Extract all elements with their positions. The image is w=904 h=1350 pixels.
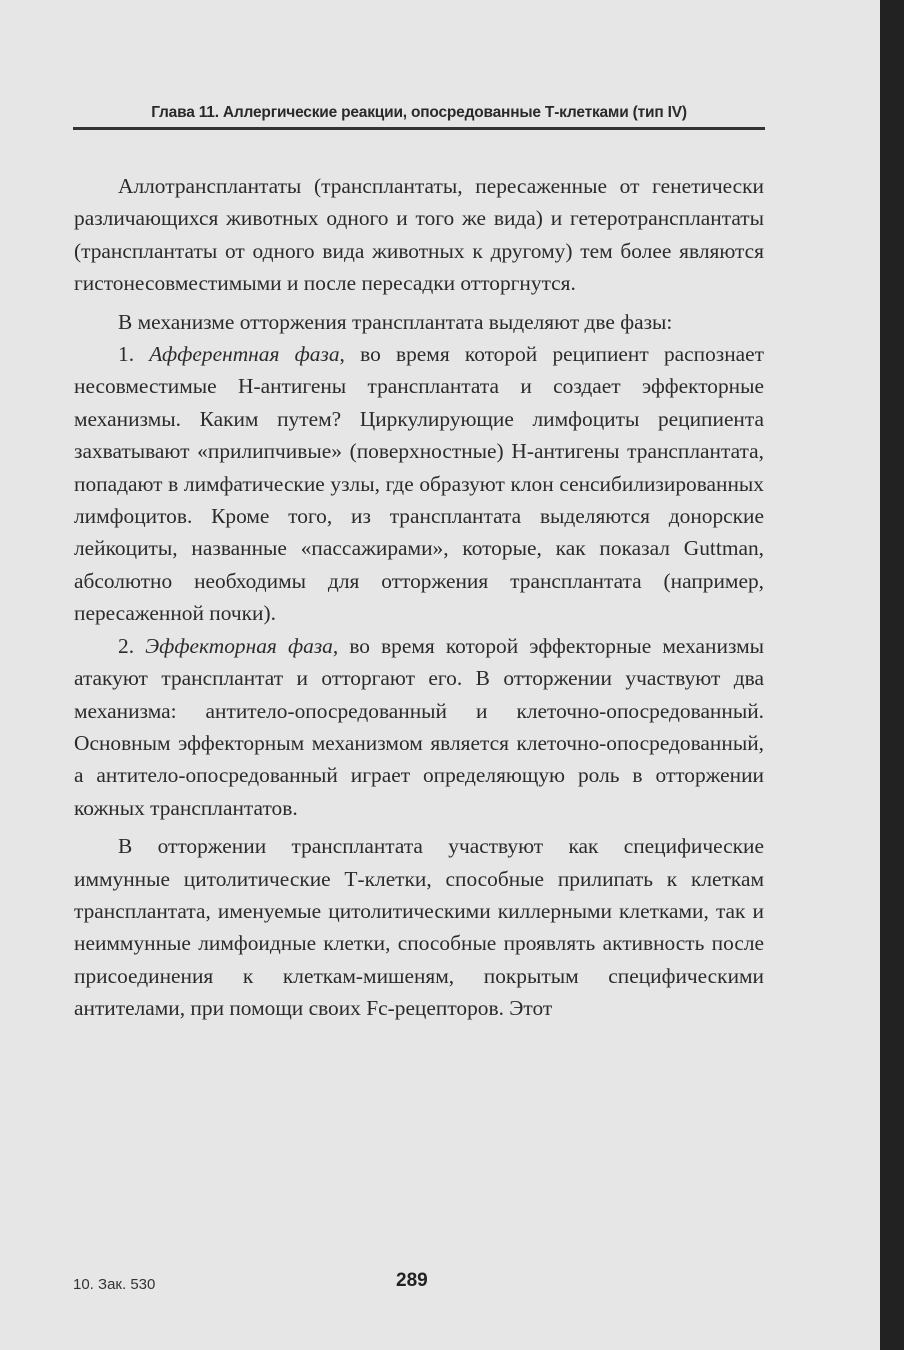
- term-afferent-phase: Афферентная фаза: [149, 342, 340, 367]
- paragraph-effector-phase: [74, 630, 764, 824]
- paragraph-1: Аллотрансплантаты (трансплантаты, пересаженные от генетически различающихся животных одного и того же вида) и гетеротрансплантаты (трансплантаты от одного вида животных к другому) тем более являются гистонесовместимыми и после пересадки отторгнутся.: [74, 174, 764, 296]
- paragraph-afferent-phase: [74, 338, 764, 630]
- body-text: [74, 170, 764, 1025]
- running-header: Глава 11. Аллергические реакции, опосредованные Т-клетками (тип IV): [151, 104, 687, 121]
- printer-signature: 10. Зак. 530: [73, 1276, 156, 1293]
- list-number: 2.: [118, 633, 146, 658]
- paragraph-2: В механизме отторжения трансплантата выделяют две фазы:: [118, 309, 673, 334]
- page-edge-shadow: [880, 0, 904, 1350]
- header-rule: [73, 127, 765, 130]
- term-effector-phase: Эффекторная фаза: [145, 633, 333, 658]
- list-number: 1.: [118, 342, 150, 367]
- paragraph-5: В отторжении трансплантата участвуют как специфические иммунные цитолитические Т-клетки, способные прилипать к клеткам трансплантата, именуемые цитолитическими киллерными клетками, так и неиммунные лимфоидные клетки, способные проявлять активность после присоединения к клеткам-мишеням, покрытым специфическими антителами, при помощи своих Fc-рецепторов. Этот: [74, 834, 764, 1021]
- paragraph-effector-text: , во время которой эффекторные механизмы атакуют трансплантат и отторгают его. В отторжении участвуют два механизма: антитело-опосредованный и клеточно-опосредованный. Основным эффекторным механизмом является клеточно-опосредованный, а антитело-опосредованный играет определяющую роль в отторжении кожных трансплантатов.: [74, 633, 764, 820]
- page-number: 289: [396, 1270, 428, 1291]
- paragraph-afferent-text: , во время которой реципиент распознает несовместимые Н-антигены трансплантата и создает эффекторные механизмы. Каким путем? Циркулирующие лимфоциты реципиента захватывают «прилипчивые» (поверхностные) Н-антигены трансплантата, попадают в лимфатические узлы, где образуют клон сенсибилизированных лимфоцитов. Кроме того, из трансплантата выделяются донорские лейкоциты, названные «пассажирами», которые, как показал Guttman, абсолютно необходимы для отторжения трансплантата (например, пересаженной почки).: [74, 342, 765, 626]
